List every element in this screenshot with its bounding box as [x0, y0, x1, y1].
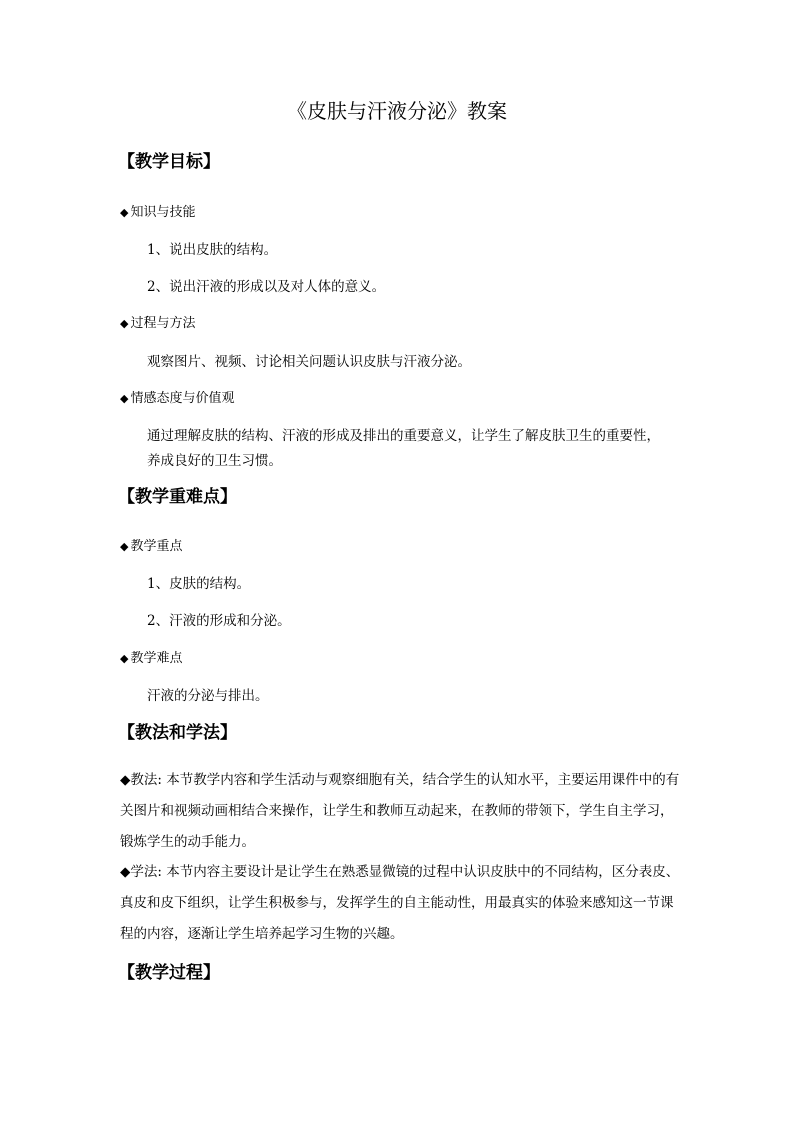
list-item: 2、说出汗液的形成以及对人体的意义。: [147, 279, 386, 295]
section-heading-objectives: 【教学目标】: [118, 152, 220, 172]
diamond-bullet-icon: ◆: [120, 864, 131, 880]
paragraph-line: 观察图片、视频、讨论相关问题认识皮肤与汗液分泌。: [147, 354, 471, 370]
subsection-label: 情感态度与价值观: [130, 391, 235, 406]
subsection-label: 教学重点: [130, 539, 183, 554]
document-title: 《皮肤与汗液分泌》教案: [287, 99, 507, 123]
teaching-method-paragraph: [120, 765, 680, 858]
diamond-bullet-icon: ◆: [120, 206, 129, 219]
list-item: 2、汗液的形成和分泌。: [147, 613, 291, 629]
subsection-key: [120, 537, 182, 557]
paragraph-text: 教法: 本节教学内容和学生活动与观察细胞有关，结合学生的认知水平，主要运用课件中的有关图片和视频动画相结合来操作，让学生和教师互动起来，在教师的带领下，学生自主学习，锻炼学生的动手能力。: [120, 772, 680, 850]
section-heading-process: 【教学过程】: [118, 963, 220, 983]
subsection-process: [120, 314, 195, 334]
subsection-knowledge: [120, 203, 195, 223]
paragraph-line: 通过理解皮肤的结构、汗液的形成及排出的重要意义，让学生了解皮肤卫生的重要性，: [147, 428, 660, 444]
paragraph-text: 学法: 本节内容主要设计是让学生在熟悉显微镜的过程中认识皮肤中的不同结构，区分表皮、真皮和皮下组织，让学生积极参与，发挥学生的自主能动性，用最真实的体验来感知这一节课程的内容，逐渐让学生培养起学习生物的兴趣。: [120, 864, 680, 942]
subsection-difficult: [120, 649, 182, 669]
diamond-bullet-icon: ◆: [120, 317, 129, 330]
subsection-label: 教学难点: [130, 651, 183, 666]
diamond-bullet-icon: ◆: [120, 540, 129, 553]
diamond-bullet-icon: ◆: [120, 392, 129, 405]
subsection-label: 知识与技能: [130, 205, 196, 220]
subsection-label: 过程与方法: [130, 316, 196, 331]
diamond-bullet-icon: ◆: [120, 772, 131, 788]
list-item: 1、皮肤的结构。: [147, 576, 251, 592]
diamond-bullet-icon: ◆: [120, 652, 129, 665]
paragraph-line: 汗液的分泌与排出。: [147, 688, 269, 704]
section-heading-key-points: 【教学重难点】: [118, 487, 237, 507]
subsection-emotion: [120, 389, 234, 409]
learning-method-paragraph: [120, 857, 680, 950]
list-item: 1、说出皮肤的结构。: [147, 242, 278, 258]
section-heading-methods: 【教法和学法】: [118, 723, 237, 743]
paragraph-line: 养成良好的卫生习惯。: [147, 453, 282, 469]
